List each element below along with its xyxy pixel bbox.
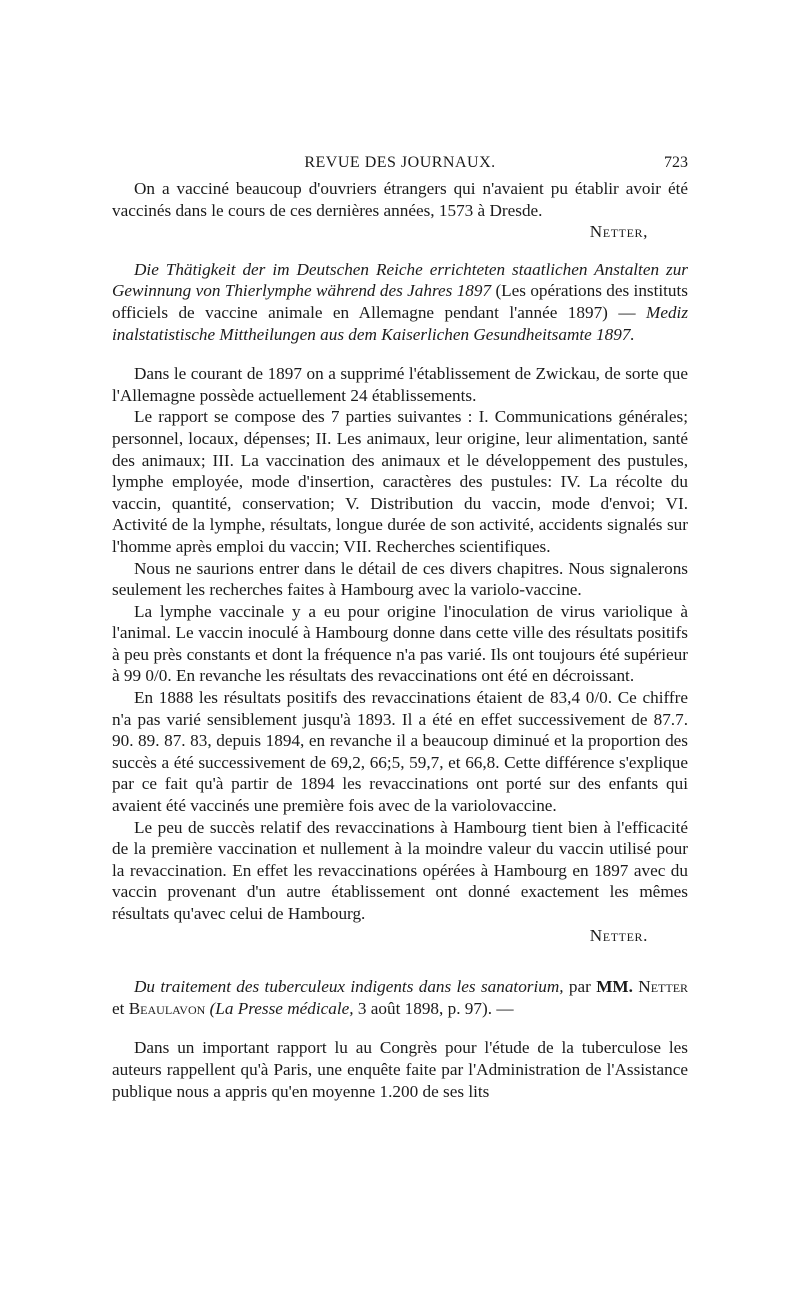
article3-title <box>112 976 688 1019</box>
page-number: 723 <box>664 154 688 171</box>
article3-source-italic: (La Presse médicale, <box>209 998 354 1018</box>
article2-source: Mediz inalstatistische Mittheilungen aus dem Kaiserlichen Gesundheitsamte 1897. <box>112 302 689 344</box>
article3-title-par: par <box>568 977 591 997</box>
spacer <box>112 345 688 363</box>
article2-paragraph-4: La lymphe vaccinale y a eu pour origine l'inoculation de virus variolique à l'animal. Le vaccin inoculé à Hambourg donne dans cette ville des résultats positifs à peu près constants et dont la fréquence n'a pas varié. Ils ont toujours été supérieur à 99 0/0. En revanche les résultats des revaccinations ont été en décroissant. <box>112 601 688 686</box>
page <box>112 150 688 1102</box>
article2-title-italic: Die Thätigkeit der im Deutschen Reiche errichteten staatlichen Anstalten zur Gewinnung von Thierlymphe während des Jahres 1897 <box>112 259 688 301</box>
article1-signature: Netter, <box>589 222 648 242</box>
article2-paragraph-2: Le rapport se compose des 7 parties suivantes : I. Communications générales; personnel, locaux, dépenses; II. Les animaux, leur origine, leur alimentation, santé des animaux; III. La vaccination des animaux et le développement des pustules, lymphe employée, mode d'insertion, caractères des pustules: IV. La récolte du vaccin, quantité, conservation; V. Distribution du vaccin, mode d'envoi; VI. Activité de la lymphe, résultats, longue durée de son activité, accidents signalés sur l'homme après emploi du vaccin; VII. Recherches scientifiques. <box>112 407 688 556</box>
article1-paragraph: On a vacciné beaucoup d'ouvriers étrangers qui n'avaient pu établir avoir été vaccinés dans le cours de ces dernières années, 1573 à Dresde. <box>112 179 688 220</box>
article3-paragraph: Dans un important rapport lu au Congrès pour l'étude de la tuberculose les auteurs rappellent qu'à Paris, une enquête faite par l'Administration de l'Assistance publique nous a appris qu'en moyenne 1.200 de ses lits <box>112 1038 688 1101</box>
article3-et: et <box>112 998 125 1018</box>
spacer <box>112 1019 688 1037</box>
article3-source-rest: 3 août 1898, p. 97). — <box>357 998 514 1018</box>
spacer <box>112 946 688 976</box>
article2-paragraph-3: Nous ne saurions entrer dans le détail de ces divers chapitres. Nous signalerons seulement les recherches faites à Hambourg avec la variolo-vaccine. <box>112 558 688 600</box>
article2-title-roman: (Les opérations des instituts officiels de vaccine animale en Allemagne pendant l'année 1897) — <box>112 281 688 322</box>
running-title: REVUE DES JOURNAUX. <box>304 154 496 171</box>
article2-paragraph-1: Dans le courant de 1897 on a supprimé l'établissement de Zwickau, de sorte que l'Allemagne possède actuellement 24 établissements. <box>112 364 688 405</box>
article2-title <box>112 259 688 345</box>
article2-paragraph-5: En 1888 les résultats positifs des revaccinations étaient de 83,4 0/0. Ce chiffre n'a pas varié sensiblement jusqu'à 1893. Il a été en effet successivement de 87.7. 90. 89. 87. 83, depuis 1894, en revanche il a beaucoup diminué et la proportion des succès a été successivement de 69,2, 66;5, 59,7, et 66,8. Cette différence s'explique par ce fait qu'à partir de 1894 les revaccinations ont porté sur des enfants qui avaient été vaccinés une première fois avec de la variolovaccine. <box>112 688 688 816</box>
article3-author-2: Beaulavon <box>128 998 206 1018</box>
article3-author-1: Netter <box>638 977 689 997</box>
running-head <box>112 150 688 178</box>
article3-mm: MM. <box>596 977 633 997</box>
article2-signature: Netter. <box>589 925 648 945</box>
article2-paragraph-6: Le peu de succès relatif des revaccinations à Hambourg tient bien à l'efficacité de la première vaccination et nullement à la moindre valeur du vaccin utilisé pour la revaccination. En effet les revaccinations opérées à Hambourg en 1897 avec du vaccin provenant d'un autre établissement ont donné exactement les mêmes résultats qu'avec celui de Hambourg. <box>112 817 688 923</box>
article3-title-italic: Du traitement des tuberculeux indigents dans les sanatorium, <box>134 977 564 997</box>
